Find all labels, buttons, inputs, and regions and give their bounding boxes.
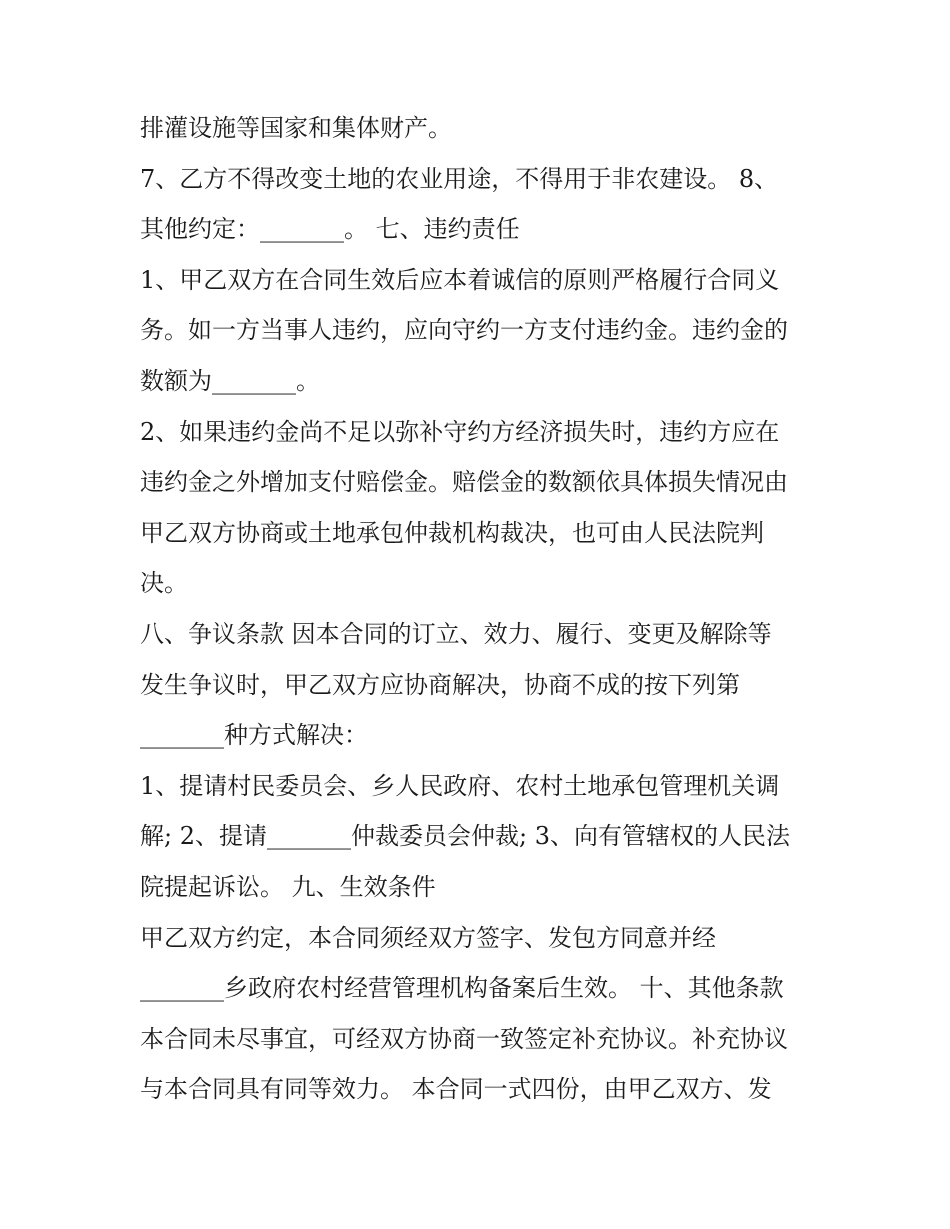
- text-line: 决。: [140, 569, 188, 598]
- text-line: _______种方式解决：: [140, 721, 368, 750]
- text-line: 其他约定：_______。 七、违约责任: [140, 215, 520, 244]
- text-line: _______乡政府农村经营管理机构备案后生效。 十、其他条款: [140, 974, 784, 1003]
- contract-body-text: [140, 103, 830, 1115]
- text-line: 排灌设施等国家和集体财产。: [140, 114, 452, 142]
- text-line: 与本合同具有同等效力。 本合同一式四份，由甲乙双方、发: [140, 1075, 772, 1104]
- text-line: 1、甲乙双方在合同生效后应本着诚信的原则严格履行合同义: [140, 265, 780, 294]
- text-line: 7、乙方不得改变土地的农业用途，不得用于非农建设。 8、: [140, 164, 779, 193]
- text-line: 解; 2、提请_______仲裁委员会仲裁; 3、向有管辖权的人民法: [140, 822, 790, 851]
- text-line: 院提起诉讼。 九、生效条件: [140, 872, 436, 901]
- text-line: 2、如果违约金尚不足以弥补守约方经济损失时，违约方应在: [140, 417, 780, 446]
- text-line: 数额为_______。: [140, 366, 320, 395]
- text-line: 发生争议时，甲乙双方应协商解决，协商不成的按下列第: [140, 670, 740, 699]
- text-line: 八、争议条款 因本合同的订立、效力、履行、变更及解除等: [140, 619, 772, 648]
- text-line: 1、提请村民委员会、乡人民政府、农村土地承包管理机关调: [140, 771, 780, 800]
- text-line: 违约金之外增加支付赔偿金。赔偿金的数额依具体损失情况由: [140, 468, 788, 497]
- text-line: 甲乙双方协商或土地承包仲裁机构裁决，也可由人民法院判: [140, 518, 764, 547]
- text-line: 本合同未尽事宜，可经双方协商一致签定补充协议。补充协议: [140, 1024, 788, 1053]
- text-line: 甲乙双方约定，本合同须经双方签字、发包方同意并经: [140, 923, 716, 952]
- text-line: 务。如一方当事人违约，应向守约一方支付违约金。违约金的: [140, 316, 788, 345]
